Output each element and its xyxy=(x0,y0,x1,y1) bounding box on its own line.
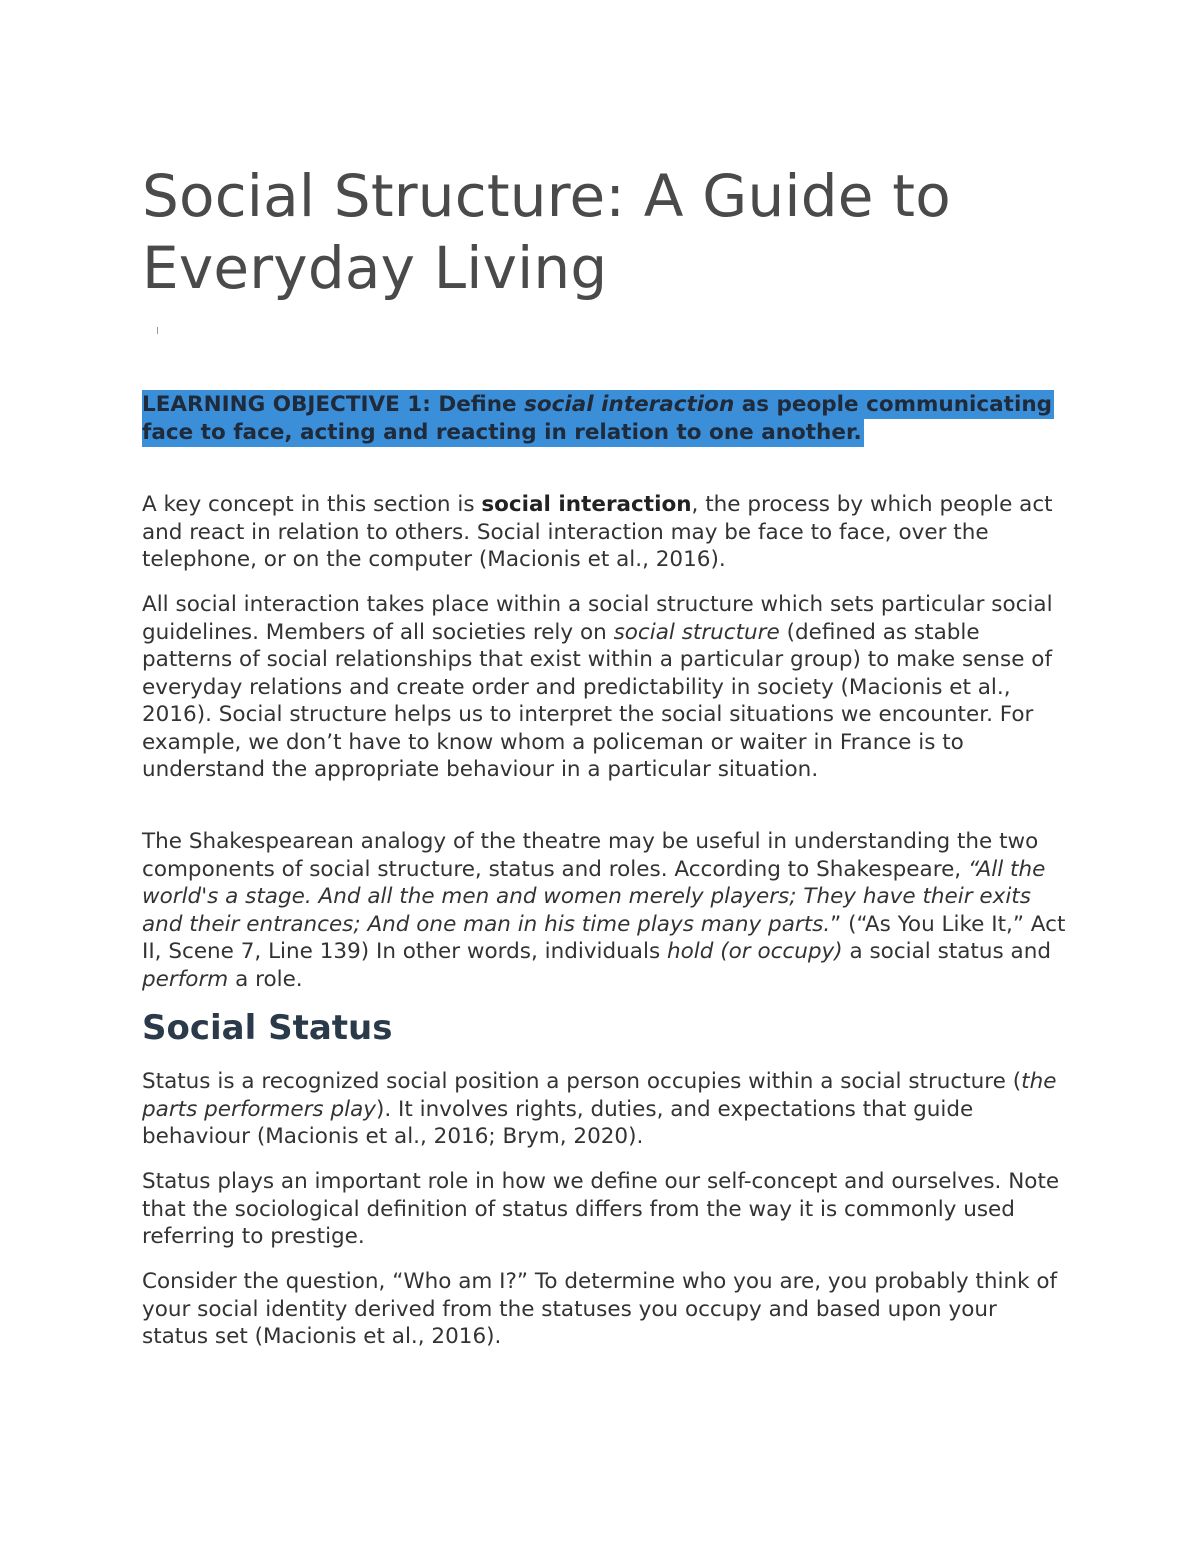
objective-term: social interaction xyxy=(524,392,735,417)
p1-bold-term: social interaction xyxy=(481,492,692,517)
s1-after: ). It involves rights, duties, and expectations that guide behaviour (Macionis et al., 2016; Brym, 2020). xyxy=(142,1096,974,1149)
paragraph-status-self-concept xyxy=(142,1168,1067,1251)
learning-objective[interactable] xyxy=(142,391,1062,446)
section-heading-social-status: Social Status xyxy=(142,1008,393,1048)
paragraph-shakespeare xyxy=(142,828,1067,993)
p3-mid2: a social status and xyxy=(842,939,1051,964)
p1-before: A key concept in this section is xyxy=(142,492,482,517)
text-cursor-mark xyxy=(157,327,158,334)
document-title xyxy=(142,160,1062,304)
paragraph-status-definition xyxy=(142,1068,1067,1151)
title-line-1: Social Structure: A Guide to xyxy=(142,162,951,230)
p3-quote: “All the world's a stage. And all the men and women merely players; They have their exits and their entrances; And one man in his time plays many parts. xyxy=(142,856,1046,937)
p2-before: All social interaction takes place within a social structure which sets particular social guidelines. Members of all societies rely on xyxy=(142,592,1053,645)
p2-italic-term: social structure xyxy=(613,619,780,645)
p2-after: (defined as stable patterns of social relationships that exist within a particular group) to make sense of everyday relations and create order and predictability in society (Macionis et al., 2016). Social structure helps us to interpret the social situations we encounter. For example, we don’t have to know whom a policeman or waiter in France is to understand the appropriate behaviour in a particular situation. xyxy=(142,619,1053,782)
s3-text: Consider the question, “Who am I?” To determine who you are, you probably think of your social identity derived from the statuses you occupy and based upon your status set (Macionis et al., 2016). xyxy=(142,1269,1058,1349)
p3-after: a role. xyxy=(228,966,303,992)
p3-italic-hold: hold (or occupy) xyxy=(667,939,843,964)
s2-text: Status plays an important role in how we define our self-concept and ourselves. Note that the sociological definition of status differs from the way it is commonly used referring to prestige. xyxy=(142,1169,1060,1249)
paragraph-social-structure xyxy=(142,591,1067,784)
p1-after: , the process by which people act and react in relation to others. Social interaction may be face to face, over the telephone, or on the computer (Macionis et al., 2016). xyxy=(142,492,1053,572)
paragraph-social-interaction xyxy=(142,491,1067,574)
s1-before: Status is a recognized social position a person occupies within a social structure ( xyxy=(142,1069,1022,1094)
s1-italic: the parts performers play xyxy=(142,1069,1057,1122)
paragraph-who-am-i xyxy=(142,1268,1067,1351)
title-line-2: Everyday Living xyxy=(142,234,608,302)
objective-rest: as people communicating face to face, acting and reacting in relation to one another. xyxy=(142,392,1053,445)
objective-label: LEARNING OBJECTIVE 1: Define xyxy=(142,392,525,417)
p3-before: The Shakespearean analogy of the theatre may be useful in understanding the two components of social structure, status and roles. According to Shakespeare, xyxy=(142,829,1039,882)
p3-italic-perform: perform xyxy=(142,966,229,992)
p3-mid: ” (“As You Like It,” Act II, Scene 7, Line 139) In other words, individuals xyxy=(142,911,1066,964)
selection-highlight xyxy=(142,390,1054,447)
document-page xyxy=(142,160,1062,304)
